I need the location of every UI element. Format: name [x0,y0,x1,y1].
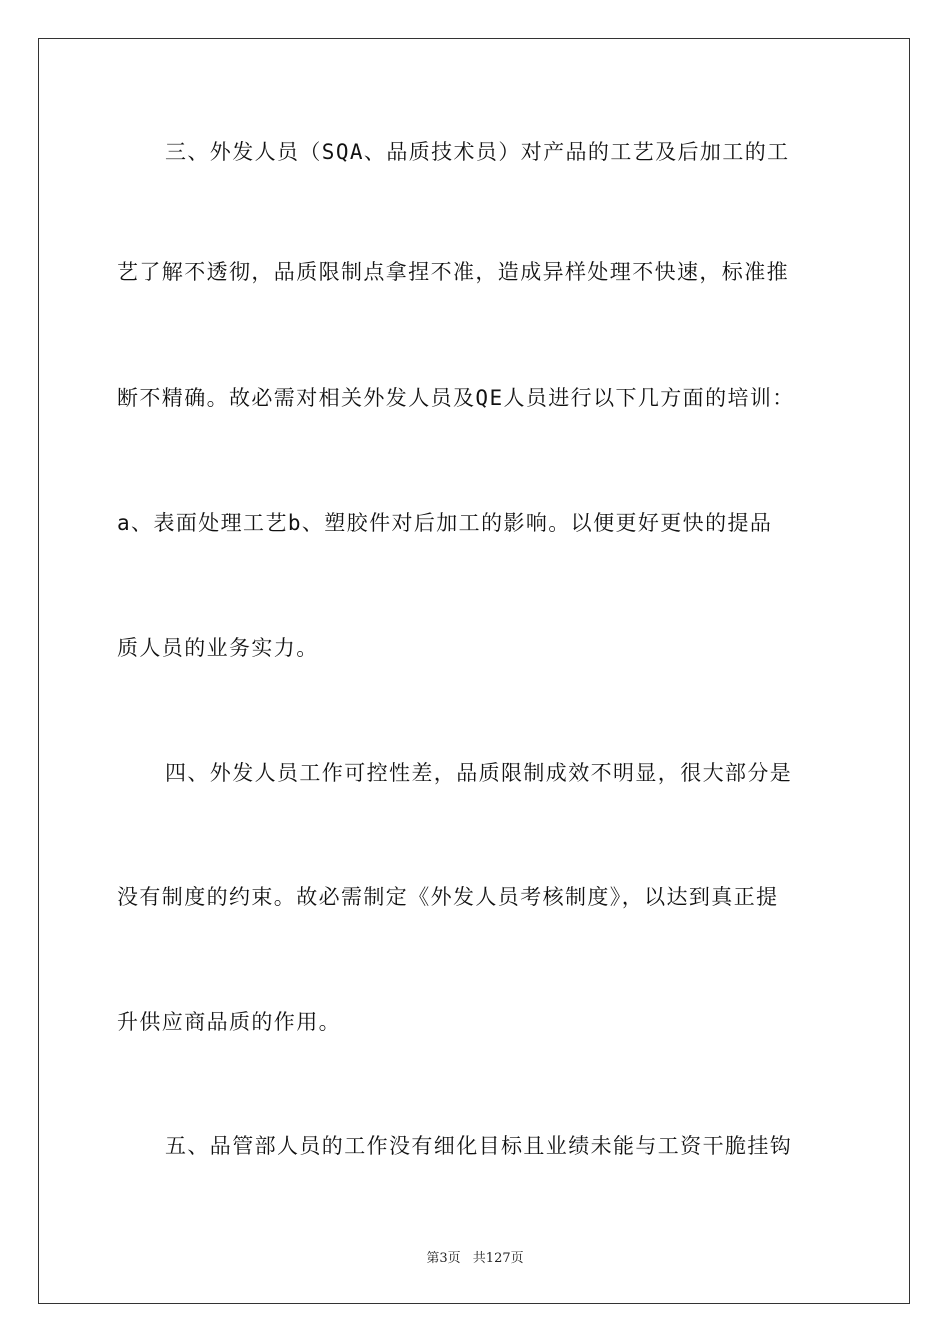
paragraph-4-line-1: 四、外发人员工作可控性差，品质限制成效不明显，很大部分是 [165,761,793,785]
paragraph-5-line-1: 五、品管部人员的工作没有细化目标且业绩未能与工资干脆挂钩 [165,1134,793,1158]
paragraph-3-line-4: a、表面处理工艺b、塑胶件对后加工的影响。以便更好更快的提品 [117,511,773,535]
paragraph-3-line-1: 三、外发人员（SQA、品质技术员）对产品的工艺及后加工的工 [165,140,790,164]
paragraph-3-line-5: 质人员的业务实力。 [117,636,319,660]
page-number-total: 共127页 [472,1251,524,1266]
paragraph-4-line-2: 没有制度的约束。故必需制定《外发人员考核制度》，以达到真正提 [117,885,779,909]
paragraph-3-line-2: 艺了解不透彻，品质限制点拿捏不准，造成异样处理不快速，标准推 [117,260,789,284]
page-footer [0,1247,950,1266]
paragraph-3-line-3: 断不精确。故必需对相关外发人员及QE人员进行以下几方面的培训： [117,386,795,410]
page-border [38,38,910,1304]
page-number-current: 第3页 [426,1251,461,1266]
paragraph-4-line-3: 升供应商品质的作用。 [117,1010,341,1034]
